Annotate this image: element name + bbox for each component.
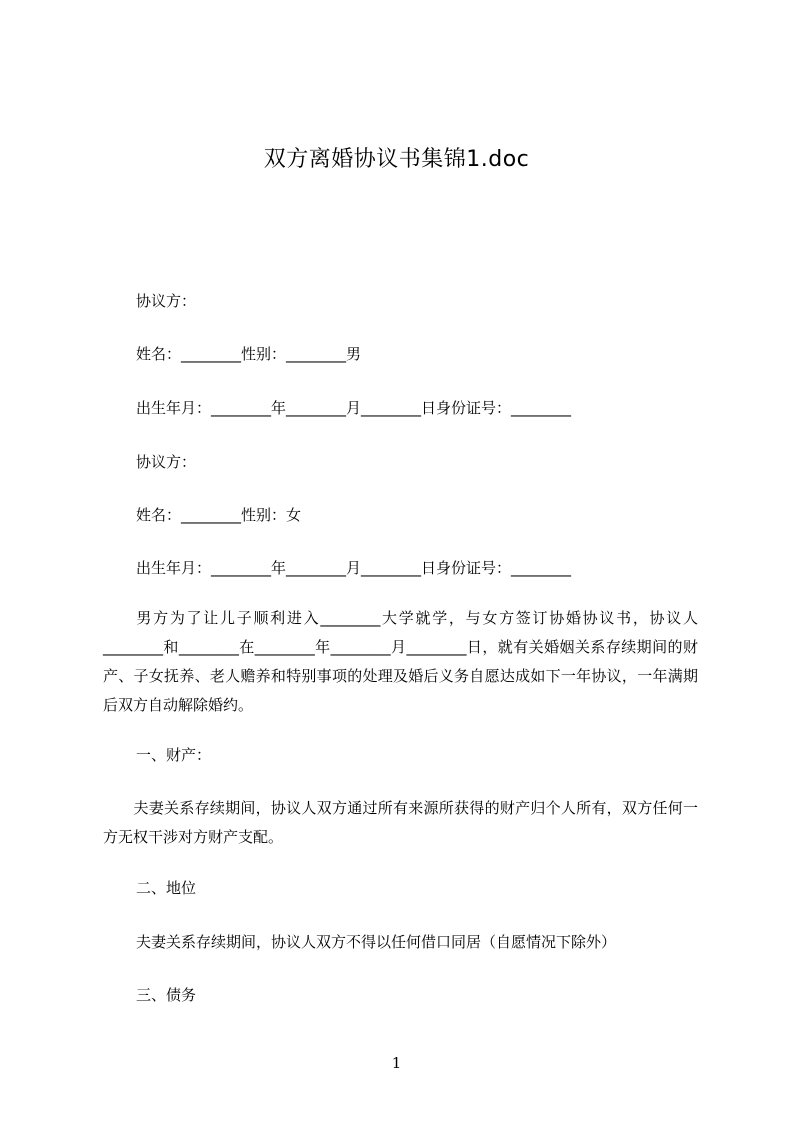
section2-heading: 二、地位: [136, 879, 197, 897]
party1-label: 协议方：: [136, 292, 197, 310]
party1-name-line: 姓名：________性别：________男: [136, 345, 362, 363]
intro-paragraph: 男方为了让儿子顺利进入________大学就学，与女方签订协婚协议书，协议人________和________在________年________月________日，就有关婚姻关系存续期间的财产、子女抚养、老人赡养和特别事项的处理及婚后义务自愿达成如下一年协议，一年满期后双方自动解除婚约。: [103, 609, 698, 714]
section2-text: 夫妻关系存续期间，协议人双方不得以任何借口同居（自愿情况下除外）: [136, 933, 617, 951]
page-number: 1: [391, 1054, 402, 1072]
party2-name-line: 姓名：________性别：女: [136, 506, 302, 524]
document-title: 双方离婚协议书集锦1.doc: [263, 147, 530, 172]
section3-heading: 三、债务: [136, 986, 197, 1004]
party2-label: 协议方：: [136, 453, 197, 471]
party1-birth-line: 出生年月：________年________月________日身份证号：________: [136, 399, 572, 417]
section1-heading: 一、财产：: [136, 746, 212, 764]
party2-birth-line: 出生年月：________年________月________日身份证号：________: [136, 559, 572, 577]
section1-text: 夫妻关系存续期间，协议人双方通过所有来源所获得的财产归个人所有，双方任何一方无权干涉对方财产支配。: [103, 799, 698, 846]
